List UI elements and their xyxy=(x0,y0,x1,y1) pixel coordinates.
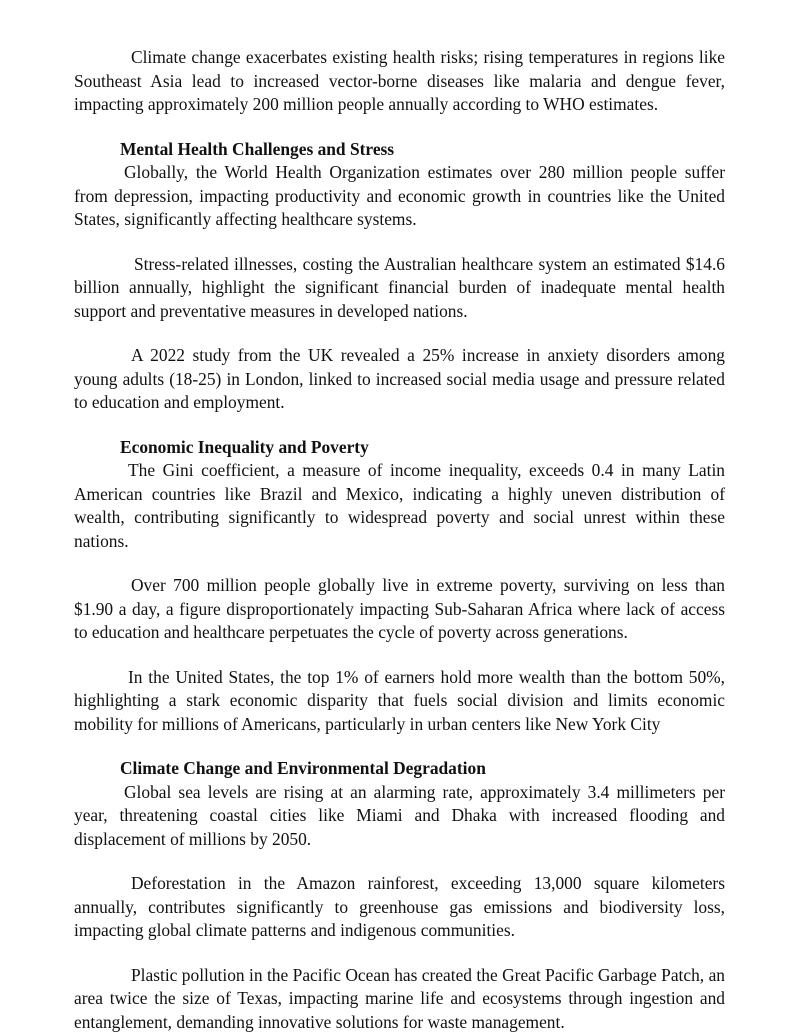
document-page xyxy=(74,46,725,1034)
body-paragraph: The Gini coefficient, a measure of income inequality, exceeds 0.4 in many Latin American countries like Brazil and Mexico, indicating a highly uneven distribution of wealth, contributing significantly to widespread poverty and social unrest within these nations. xyxy=(74,460,725,551)
body-paragraph: Plastic pollution in the Pacific Ocean has created the Great Pacific Garbage Patch, an area twice the size of Texas, impacting marine life and ecosystems through ingestion and entanglement, demanding innovative solutions for waste management. xyxy=(74,964,725,1032)
section-heading-economic-inequality: Economic Inequality and Poverty xyxy=(120,436,369,457)
body-paragraph: Over 700 million people globally live in extreme poverty, surviving on less than $1.90 a day, a figure disproportionately impacting Sub-Saharan Africa where lack of access to education and healthcare perpetuates the cycle of poverty across generations. xyxy=(74,575,725,642)
section-heading-climate-change: Climate Change and Environmental Degradation xyxy=(120,758,486,778)
body-paragraph: Stress-related illnesses, costing the Australian healthcare system an estimated $14.6 billion annually, highlight the significant financial burden of inadequate mental health support and preventative measures in developed nations. xyxy=(74,253,725,321)
body-paragraph: Deforestation in the Amazon rainforest, exceeding 13,000 square kilometers annually, contributes significantly to greenhouse gas emissions and biodiversity loss, impacting global climate patterns and indigenous communities. xyxy=(74,873,725,940)
intro-paragraph: Climate change exacerbates existing health risks; rising temperatures in regions like Southeast Asia lead to increased vector-borne diseases like malaria and dengue fever, impacting approximately 200 million people annually according to WHO estimates. xyxy=(74,47,725,114)
body-paragraph: In the United States, the top 1% of earners hold more wealth than the bottom 50%, highlighting a stark economic disparity that fuels social division and limits economic mobility for millions of Americans, particularly in urban centers like New York City xyxy=(74,666,725,734)
body-paragraph: Global sea levels are rising at an alarming rate, approximately 3.4 millimeters per year, threatening coastal cities like Miami and Dhaka with increased flooding and displacement of millions by 2050. xyxy=(74,781,725,849)
body-paragraph: A 2022 study from the UK revealed a 25% increase in anxiety disorders among young adults (18-25) in London, linked to increased social media usage and pressure related to education and employment. xyxy=(74,345,725,412)
section-heading-mental-health: Mental Health Challenges and Stress xyxy=(120,138,395,159)
body-paragraph: Globally, the World Health Organization estimates over 280 million people suffer from depression, impacting productivity and economic growth in countries like the United States, significantly affecting healthcare systems. xyxy=(74,162,725,229)
